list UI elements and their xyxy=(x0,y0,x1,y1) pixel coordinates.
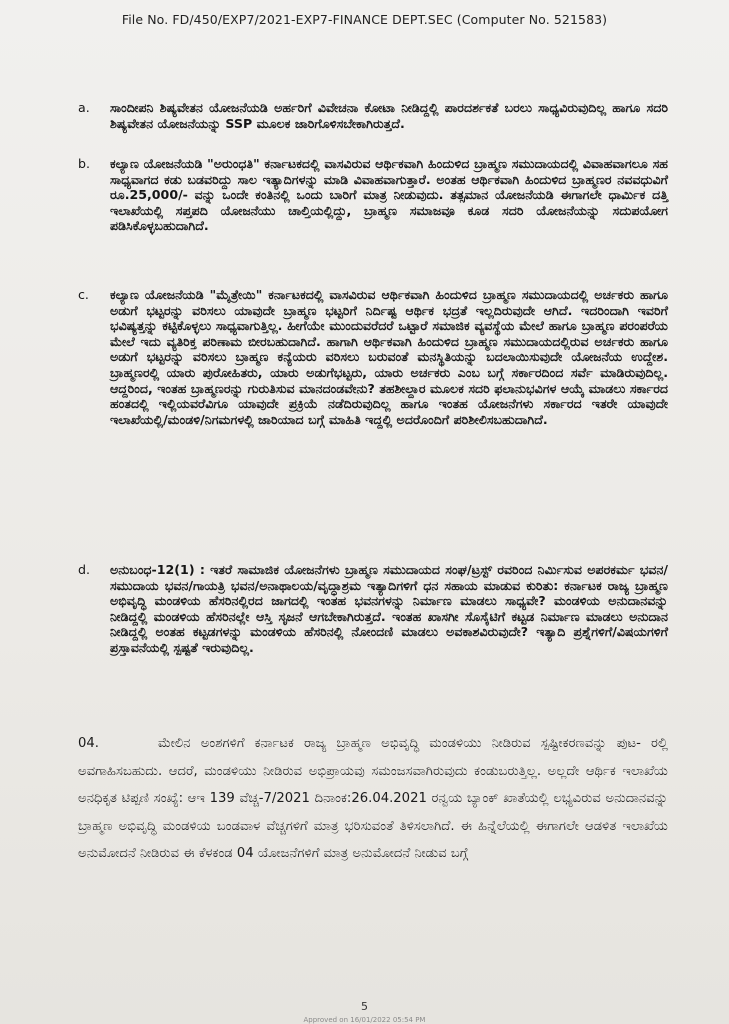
approval-stamp: Approved on 16/01/2022 05:54 PM xyxy=(303,1016,426,1024)
item-marker: d. xyxy=(78,562,90,577)
item-text: ಕಲ್ಯಾಣ ಯೋಜನೆಯಡಿ "ಅರುಂಧತಿ" ಕರ್ನಾಟಕದಲ್ಲಿ ವಾಸವಿರುವ ಆರ್ಥಿಕವಾಗಿ ಹಿಂದುಳಿದ ಬ್ರಾಹ್ಮಣ ಸಮುದಾಯದಲ್ಲಿ ವಿವಾಹವಾಗಲೂ ಸಹ ಸಾಧ್ಯವಾಗದ ಕಡು ಬಡವರಿದ್ದು ಸಾಲ ಇತ್ಯಾದಿಗಳನ್ನು ಮಾಡಿ ವಿವಾಹವಾಗುತ್ತಾರೆ. ಅಂತಹ ಆರ್ಥಿಕವಾಗಿ ಹಿಂದುಳಿದ ಬ್ರಾಹ್ಮಣರ ನವವಧುವಿಗೆ ರೂ.25,000/- ವನ್ನು ಒಂದೇ ಕಂತಿನಲ್ಲಿ ಒಂದು ಬಾರಿಗೆ ಮಾತ್ರ ನೀಡುವುದು. ತತ್ಸಮಾನ ಯೋಜನೆಯಡಿ ಈಗಾಗಲೇ ಧಾರ್ಮಿಕ ದತ್ತಿ ಇಲಾಖೆಯಲ್ಲಿ ಸಪ್ತಪದಿ ಯೋಜನೆಯು ಚಾಲ್ತಿಯಲ್ಲಿದ್ದು, ಬ್ರಾಹ್ಮಣ ಸಮಾಜವೂ ಕೂಡ ಸದರಿ ಯೋಜನೆಯನ್ನು ಸದುಪಯೋಗ ಪಡಿಸಿಕೊಳ್ಳಬಹುದಾಗಿದೆ. xyxy=(110,156,668,234)
list-item-b xyxy=(78,156,668,234)
item-marker: c. xyxy=(78,287,89,302)
item-text: ಸಾಂದೀಪನಿ ಶಿಷ್ಯವೇತನ ಯೋಜನೆಯಡಿ ಅರ್ಹರಿಗೆ ವಿವೇಚನಾ ಕೋಟಾ ನೀಡಿದ್ದಲ್ಲಿ ಪಾರದರ್ಶಕತೆ ಬರಲು ಸಾಧ್ಯವಿರುವುದಿಲ್ಲ ಹಾಗೂ ಸದರಿ ಶಿಷ್ಯವೇತನ ಯೋಜನೆಯನ್ನು SSP ಮೂಲಕ ಜಾರಿಗೊಳಿಸಬೇಕಾಗಿರುತ್ತದೆ. xyxy=(110,100,668,131)
paragraph-number: 04. xyxy=(78,736,99,751)
paragraph-04 xyxy=(78,730,668,868)
list-item-a xyxy=(78,100,668,131)
page-number: 5 xyxy=(361,1000,368,1013)
paragraph-text: ಮೇಲಿನ ಅಂಶಗಳಿಗೆ ಕರ್ನಾಟಕ ರಾಜ್ಯ ಬ್ರಾಹ್ಮಣ ಅಭಿವೃದ್ಧಿ ಮಂಡಳಿಯು ನೀಡಿರುವ ಸ್ಪಷ್ಟೀಕರಣವನ್ನು ಪುಟ- ರಲ್ಲಿ ಅವಗಾಹಿಸಬಹುದು. ಆದರೆ, ಮಂಡಳಿಯು ನೀಡಿರುವ ಅಭಿಪ್ರಾಯವು ಸಮಂಜಸವಾಗಿರುವುದು ಕಂಡುಬರುತ್ತಿಲ್ಲ. ಅಲ್ಲದೇ ಆರ್ಥಿಕ ಇಲಾಖೆಯ ಅನಧಿಕೃತ ಟಿಪ್ಪಣಿ ಸಂಖ್ಯೆ: ಆಇ 139 ವೆಚ್ಚ-7/2021 ದಿನಾಂಕ:26.04.2021 ರನ್ವಯ ಬ್ಯಾಂಕ್ ಖಾತೆಯಲ್ಲಿ ಲಭ್ಯವಿರುವ ಅನುದಾನವನ್ನು ಬ್ರಾಹ್ಮಣ ಅಭಿವೃದ್ಧಿ ಮಂಡಳಿಯ ಬಂಡವಾಳ ವೆಚ್ಚಗಳಿಗೆ ಮಾತ್ರ ಭರಿಸುವಂತೆ ತಿಳಿಸಲಾಗಿದೆ. ಈ ಹಿನ್ನೆಲೆಯಲ್ಲಿ ಈಗಾಗಲೇ ಆಡಳಿತ ಇಲಾಖೆಯ ಅನುಮೋದನೆ ನೀಡಿರುವ ಈ ಕೆಳಕಂಡ 04 ಯೋಜನೆಗಳಿಗೆ ಮಾತ್ರ ಅನುಮೋದನೆ ನೀಡುವ ಬಗ್ಗೆ xyxy=(78,736,668,862)
list-item-d xyxy=(78,562,668,656)
item-marker: b. xyxy=(78,156,90,171)
file-number-header: File No. FD/450/EXP7/2021-EXP7-FINANCE DEPT.SEC (Computer No. 521583) xyxy=(121,12,608,27)
item-marker: a. xyxy=(78,100,90,115)
item-text: ಅನುಬಂಧ-12(1) : ಇತರೆ ಸಾಮಾಜಿಕ ಯೋಜನೆಗಳು ಬ್ರಾಹ್ಮಣ ಸಮುದಾಯದ ಸಂಘ/ಟ್ರಸ್ಟ್ ರವರಿಂದ ನಿರ್ಮಿಸುವ ಅಪರಕರ್ಮ ಭವನ/ಸಮುದಾಯ ಭವನ/ಗಾಯತ್ರಿ ಭವನ/ಅನಾಥಾಲಯ/ವೃದ್ಧಾಶ್ರಮ ಇತ್ಯಾದಿಗಳಿಗೆ ಧನ ಸಹಾಯ ಮಾಡುವ ಕುರಿತು: ಕರ್ನಾಟಕ ರಾಜ್ಯ ಬ್ರಾಹ್ಮಣ ಅಭಿವೃದ್ಧಿ ಮಂಡಳಿಯ ಹೆಸರಿನಲ್ಲಿರದ ಜಾಗದಲ್ಲಿ ಇಂತಹ ಭವನಗಳನ್ನು ನಿರ್ಮಾಣ ಮಾಡಲು ಸಾಧ್ಯವೇ? ಮಂಡಳಿಯ ಅನುದಾನವನ್ನು ನೀಡಿದ್ದಲ್ಲಿ ಮಂಡಳಿಯ ಹೆಸರಿನಲ್ಲೇ ಆಸ್ತಿ ಸೃಜನೆ ಆಗಬೇಕಾಗಿರುತ್ತದೆ. ಇಂತಹ ಖಾಸಗೀ ಸೊಸೈಟಿಗೆ ಕಟ್ಟಡ ನಿರ್ಮಾಣ ಮಾಡಲು ಅನುದಾನ ನೀಡಿದ್ದಲ್ಲಿ ಅಂತಹ ಕಟ್ಟಡಗಳನ್ನು ಮಂಡಳಿಯ ಹೆಸರಿನಲ್ಲಿ ನೋಂದಣಿ ಮಾಡಲು ಅವಕಾಶವಿರುವುದೇ? ಇತ್ಯಾದಿ ಪ್ರಶ್ನೆಗಳಿಗೆ/ವಿಷಯಗಳಿಗೆ ಪ್ರಸ್ತಾವನೆಯಲ್ಲಿ ಸ್ಪಷ್ಟತೆ ಇರುವುದಿಲ್ಲ. xyxy=(110,562,668,655)
item-text: ಕಲ್ಯಾಣ ಯೋಜನೆಯಡಿ "ಮೈತ್ರೇಯಿ" ಕರ್ನಾಟಕದಲ್ಲಿ ವಾಸವಿರುವ ಆರ್ಥಿಕವಾಗಿ ಹಿಂದುಳಿದ ಬ್ರಾಹ್ಮಣ ಸಮುದಾಯದಲ್ಲಿ ಅರ್ಚಕರು ಹಾಗೂ ಅಡುಗೆ ಭಟ್ಟರನ್ನು ವರಿಸಲು ಯಾವುದೇ ಬ್ರಾಹ್ಮಣ ಭಟ್ಟರಿಗೆ ನಿರ್ದಿಷ್ಟ ಆರ್ಥಿಕ ಭದ್ರತೆ ಇಲ್ಲದಿರುವುದೇ ಆಗಿದೆ. ಇದರಿಂದಾಗಿ ಇವರಿಗೆ ಭವಿಷ್ಯತ್ತನ್ನು ಕಟ್ಟಿಕೊಳ್ಳಲು ಸಾಧ್ಯವಾಗುತ್ತಿಲ್ಲ. ಹೀಗೆಯೇ ಮುಂದುವರೆದರೆ ಒಟ್ಟಾರೆ ಸಮಾಜಿಕ ವ್ಯವಸ್ಥೆಯ ಮೇಲೆ ಹಾಗೂ ಬ್ರಾಹ್ಮಣ ಪರಂಪರೆಯ ಮೇಲೆ ಇದು ವ್ಯತಿರಿಕ್ತ ಪರಿಣಾಮ ಬೀರಬಹುದಾಗಿದೆ. ಹಾಗಾಗಿ ಆರ್ಥಿಕವಾಗಿ ಹಿಂದುಳಿದ ಬ್ರಾಹ್ಮಣ ಸಮುದಾಯದಲ್ಲಿರುವ ಅರ್ಚಕರು ಹಾಗೂ ಅಡುಗೆ ಭಟ್ಟರನ್ನು ವರಿಸಲು ಬ್ರಾಹ್ಮಣ ಕನ್ಯೆಯರು ವರಿಸಲು ಬರುವಂತೆ ಮನಸ್ಥಿತಿಯನ್ನು ಬದಲಾಯಿಸುವುದೇ ಯೋಜನೆಯ ಉದ್ದೇಶ. ಬ್ರಾಹ್ಮಣರಲ್ಲಿ ಯಾರು ಪುರೋಹಿತರು, ಯಾರು ಅಡುಗೆಭಟ್ಟರು, ಯಾರು ಅರ್ಚಕರು ಎಂಬ ಬಗ್ಗೆ ಸರ್ಕಾರದಿಂದ ಸರ್ವೆ ಮಾಡಿರುವುದಿಲ್ಲ. ಆದ್ದರಿಂದ, ಇಂತಹ ಬ್ರಾಹ್ಮಣರನ್ನು ಗುರುತಿಸುವ ಮಾನದಂಡವೇನು? ತಹಶೀಲ್ದಾರ ಮೂಲಕ ಸದರಿ ಫಲಾನುಭವಿಗಳ ಆಯ್ಕೆ ಮಾಡಲು ಸರ್ಕಾರದ ಹಂತದಲ್ಲಿ ಇಲ್ಲಿಯವರೆವಿಗೂ ಯಾವುದೇ ಪ್ರಕ್ರಿಯೆ ನಡೆದಿರುವುದಿಲ್ಲ ಹಾಗೂ ಇಂತಹ ಯೋಜನೆಗಳು ಸರ್ಕಾರದ ಇತರೇ ಯಾವುದೇ ಇಲಾಖೆಯಲ್ಲಿ/ಮಂಡಳಿ/ನಿಗಮಗಳಲ್ಲಿ ಜಾರಿಯಾದ ಬಗ್ಗೆ ಮಾಹಿತಿ ಇದ್ದಲ್ಲಿ ಅದರೊಂದಿಗೆ ಪರಿಶೀಲಿಸಬಹುದಾಗಿದೆ. xyxy=(110,287,668,427)
list-item-c xyxy=(78,287,668,427)
